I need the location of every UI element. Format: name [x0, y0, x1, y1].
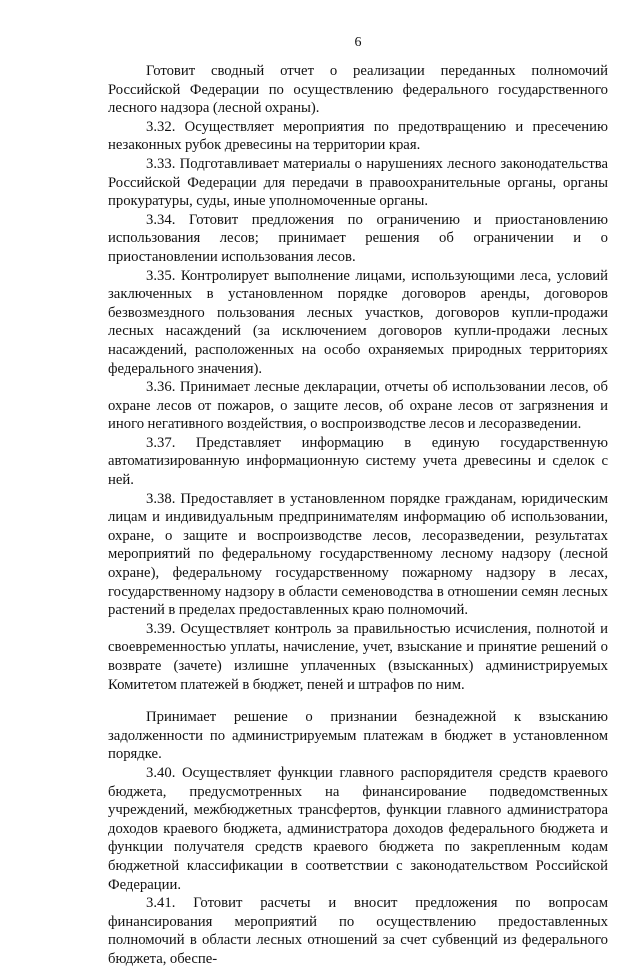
- paragraph: 3.36. Принимает лесные декларации, отчеты об использовании лесов, об охране лесов от пожаров, о защите лесов, об охране лесов от загрязнения и иного негативного воздействия, о воспроизводстве лесов и лесоразведении.: [108, 379, 608, 433]
- paragraph: 3.40. Осуществляет функции главного распорядителя средств краевого бюджета, предусмотренных на финансирование подведомственных учреждений, межбюджетных трансфертов, функции главного администратора доходов краевого бюджета, администратора доходов федерального бюджета и функции получателя средств краевого бюджета по закрепленным кодам бюджетной классификации в соответствии с законодательством Российской Федерации.: [108, 764, 608, 893]
- paragraph: Принимает решение о признании безнадежной к взысканию задолженности по администрируемым платежам в бюджет в установленном порядке.: [108, 709, 608, 763]
- paragraph: Готовит сводный отчет о реализации переданных полномочий Российской Федерации по осуществлению федерального государственного лесного надзора (лесной охраны).: [108, 63, 608, 117]
- paragraph: 3.37. Представляет информацию в единую государственную автоматизированную информационную систему учета древесины и сделок с ней.: [108, 434, 608, 489]
- page-number: 6: [354, 35, 362, 50]
- document-page: [108, 0, 608, 967]
- paragraph: 3.33. Подготавливает материалы о нарушениях лесного законодательства Российской Федерации для передачи в правоохранительные органы, органы прокуратуры, суды, иные уполномоченные органы.: [108, 155, 608, 210]
- paragraph: 3.34. Готовит предложения по ограничению и приостановлению использования лесов; принимает решения об ограничении и о приостановлении использования лесов.: [108, 211, 608, 265]
- paragraph: 3.32. Осуществляет мероприятия по предотвращению и пресечению незаконных рубок древесины на территории края.: [108, 118, 608, 154]
- paragraph: 3.35. Контролирует выполнение лицами, использующими леса, условий заключенных в установленном порядке договоров аренды, договоров безвозмездного пользования лесных участков, договоров купли-продажи лесных насаждений (за исключением договоров купли-продажи лесных насаждений, расположенных на особо охраняемых природных территориях федерального значения).: [108, 267, 608, 377]
- document-body: [108, 62, 608, 969]
- paragraph: 3.41. Готовит расчеты и вносит предложения по вопросам финансирования мероприятий по осуществлению предоставленных полномочий в области лесных отношений за счет субвенций из федерального бюджета, обеспе-: [108, 895, 608, 967]
- paragraph: 3.38. Предоставляет в установленном порядке гражданам, юридическим лицам и индивидуальным предпринимателям информацию об использовании, охране, о защите и воспроизводстве лесов, лесоразведении, результатах мероприятий по федеральному государственному лесному надзору (лесной охране), федеральному государственному пожарному надзору в лесах, государственному надзору в области семеноводства в отношении семян лесных растений в пределах предоставленных краю полномочий.: [108, 490, 608, 619]
- paragraph: 3.39. Осуществляет контроль за правильностью исчисления, полнотой и своевременностью уплаты, начисление, учет, взыскание и принятие решений о возврате (зачете) излишне уплаченных (взысканных) администрируемых Комитетом платежей в бюджет, пеней и штрафов по ним.: [108, 620, 608, 693]
